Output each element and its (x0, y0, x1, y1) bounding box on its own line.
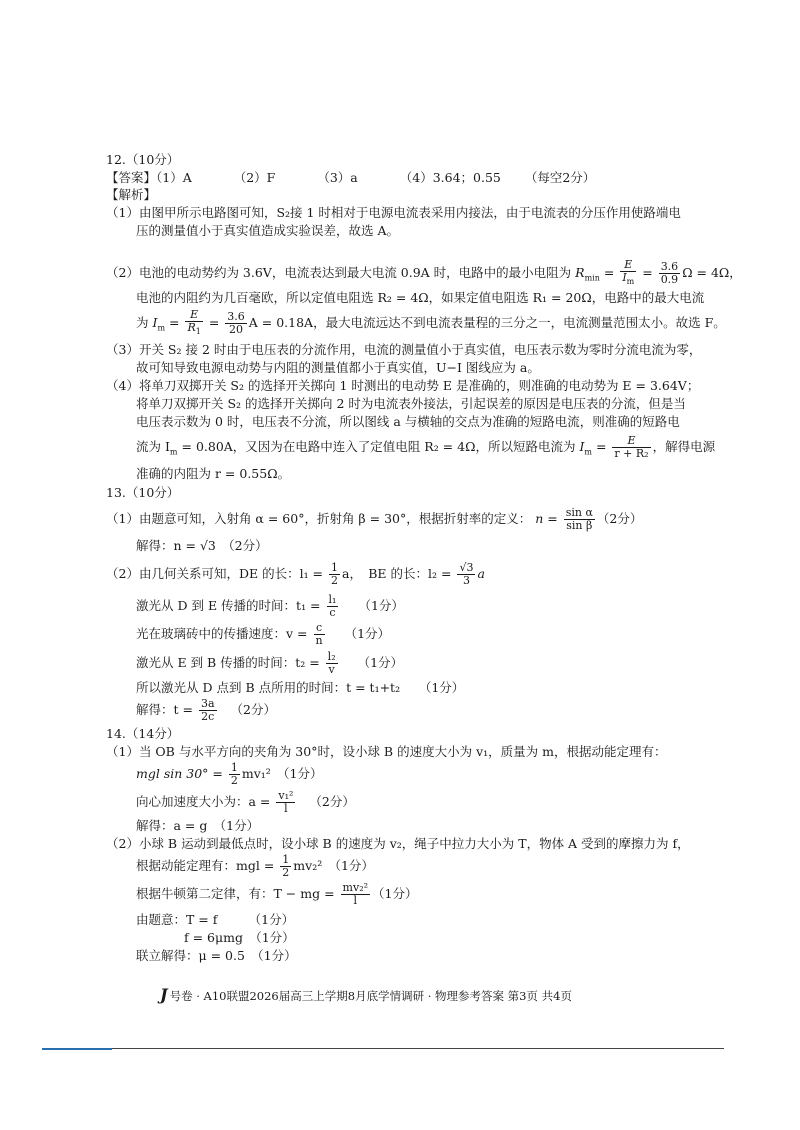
sub: m (626, 277, 635, 287)
fraction (612, 435, 650, 460)
q12-p4-line2: 将单刀双掷开关 S₂ 的选择开关掷向 2 时为电流表外接法，引起误差的原因是电压表的分流，但是当 (136, 396, 686, 411)
q14-line3 (136, 788, 355, 816)
den: 2 (282, 866, 290, 879)
q12-p4-line1: （4）将单刀双掷开关 S₂ 的选择开关掷向 1 时测出的电动势 E 是准确的，则准确的电动势为 E = 3.64V； (106, 378, 700, 393)
answer-4: （4）3.64；0.55 (399, 170, 501, 185)
q13-line2: 解得：n = √3 （2分） (136, 538, 268, 553)
symbol: n = (535, 511, 558, 526)
num: sin α (565, 506, 593, 519)
den: sin β (566, 519, 593, 532)
den: v (328, 663, 335, 676)
score: （1分） (372, 886, 418, 901)
fraction (229, 762, 240, 787)
equation: mgl sin 30° = (136, 766, 223, 781)
text: 解得：t = (136, 702, 193, 717)
text: a， BE 的长：l₂ = (342, 566, 452, 581)
den: 20 (229, 323, 244, 336)
den: l (284, 802, 288, 815)
text: ，解得电源 (652, 439, 716, 454)
q12-p3-line1: （3）开关 S₂ 接 2 时由于电压表的分流作用，电流的测量值小于真实值，电压表示数为零时分流电流为零， (106, 342, 702, 357)
q14-line8: 由题意：T = f （1分） (136, 912, 295, 927)
fraction (314, 622, 325, 647)
q14-line1: （1）当 OB 与水平方向的夹角为 30°时，设小球 B 的速度大小为 v₁，质量为 m，根据动能定理有： (106, 744, 667, 759)
num: 3.6 (660, 260, 679, 273)
sub: m (169, 447, 178, 457)
q13-line5 (136, 620, 390, 648)
text: mv₁² （1分） (241, 766, 323, 781)
score: （1分） (358, 598, 404, 613)
den: 3 (462, 574, 470, 587)
text: 流为 I (136, 439, 170, 454)
num: mv₂² (342, 881, 369, 894)
num: E (190, 307, 199, 321)
footer-text: 号卷 · A10联盟2026届高三上学期8月底学情调研 · 物理参考答案 第3页 共4页 (169, 989, 572, 1003)
text: mv₂² （1分） (293, 858, 374, 873)
q14-line7 (136, 880, 417, 908)
text: （1）由题意可知，入射角 α = 60°，折射角 β = 30°，根据折射率的定义： (106, 511, 532, 526)
q12-answer-line (106, 170, 595, 186)
answer-2: （2）F (233, 170, 276, 185)
num: 3a (200, 697, 215, 710)
fraction (457, 562, 475, 587)
brand-logo: J (160, 985, 168, 1004)
num: √3 (459, 561, 474, 574)
fraction (280, 854, 291, 879)
score: （1分） (357, 655, 404, 670)
q12-p2-line1: （2）电池的电动势约为 3.6V，电流表达到最大电流 0.9A 时，电路中的最小电阻为 $R_{min}$ = $\frac{E}{I_m}$ = $\frac{3.6}{0.9}$ Ω = 4Ω， (106, 257, 742, 287)
text: 激光从 D 到 E 传播的时间：t₁ = (136, 598, 321, 613)
num: l₁ (328, 593, 337, 606)
text: A = 0.18A，最大电流远达不到电流表量程的三分之一，电流测量范围太小。故选 F。 (248, 315, 726, 330)
q13-header: 13.（10分） (106, 485, 180, 500)
den: 2 (331, 574, 339, 587)
symbol: R (575, 265, 585, 280)
q13-line4 (136, 592, 404, 620)
den: c (329, 606, 336, 619)
q13-line3 (106, 560, 485, 588)
fraction (329, 562, 340, 587)
score: （1分） (344, 626, 391, 641)
num: l₂ (327, 650, 336, 663)
text: 光在玻璃砖中的传播速度：v = (136, 626, 308, 641)
q12-p4-line5: 准确的内阻为 r = 0.55Ω。 (136, 466, 291, 481)
q14-line10: 联立解得：μ = 0.5 （1分） (136, 948, 297, 963)
fraction (326, 651, 338, 676)
fraction (225, 311, 247, 336)
fraction (327, 594, 339, 619)
num: 1 (331, 561, 339, 574)
sub: min (584, 273, 600, 283)
score: （2分） (230, 702, 276, 717)
answer-3: （3）a (317, 170, 358, 185)
q12-p4-line3: 电压表示数为 0 时，电压表不分流，所以图线 a 与横轴的交点为准确的短路电流，则准确的短路电 (136, 414, 680, 429)
num: 1 (230, 761, 238, 774)
sub: 1 (195, 327, 201, 337)
q13-line1 (106, 505, 642, 533)
q12-p2-line2: 电池的内阻约为几百毫欧，所以定值电阻选 R₂ = 4Ω，如果定值电阻选 R₁ = 20Ω，电路中的最大电流 (136, 290, 705, 305)
fraction (564, 507, 595, 532)
fraction (341, 882, 370, 907)
q14-line6 (136, 852, 374, 880)
answer-1: （1）A (156, 170, 192, 185)
text: 根据牛顿第二定律，有：T − mg = (136, 886, 335, 901)
num: 1 (282, 853, 290, 866)
fraction (620, 259, 636, 288)
sub: m (584, 447, 592, 457)
den: n (315, 634, 323, 647)
text: 根据动能定理有：mgl = (136, 858, 275, 873)
fraction (659, 261, 681, 286)
fraction (276, 790, 295, 815)
q14-line4: 解得：a = g （1分） (136, 818, 260, 833)
bottom-divider (42, 1048, 724, 1049)
num: 3.6 (227, 310, 245, 323)
den: 0.9 (660, 273, 679, 286)
q12-header: 12.（10分） (106, 152, 180, 167)
den: r + R₂ (614, 447, 649, 460)
page-footer (160, 985, 572, 1004)
q12-p1-line2: 压的测量值小于真实值造成实验误差，故选 A。 (136, 223, 400, 238)
den: 2 (230, 774, 238, 787)
symbol: a (477, 566, 485, 581)
answer-label: 【答案】 (106, 170, 157, 185)
score: （2分） (309, 794, 355, 809)
q12-p4-line4: 流为 $I_m = 0.80A$，又因为在电路中连入了定值电阻 R₂ = 4Ω，所以短路电流为 $I_m$ = $\frac{E}{\text{r + R₂}}$ ，解得电源 (136, 434, 716, 460)
answer-score: （每空2分） (524, 170, 596, 185)
text: （2）电池的电动势约为 3.6V，电流表达到最大电流 0.9A 时，电路中的最小电阻为 (106, 265, 572, 280)
analysis-label: 【解析】 (106, 187, 157, 202)
q14-line9: f = 6μmg （1分） (184, 930, 295, 945)
q12-p1-line1: （1）由图甲所示电路图可知，S₂接 1 时相对于电源电流表采用内接法，由于电流表的分压作用使路端电 (106, 205, 681, 220)
den: I (622, 270, 627, 284)
q14-line2 (136, 760, 323, 788)
text: Ω = 4Ω， (682, 265, 742, 280)
fraction (199, 698, 217, 723)
num: E (624, 257, 633, 271)
q12-p2-line3: 为 $I_m$ = $\frac{E}{R_1}$ = $\frac{3.6}{20}$ A = 0.18A，最大电流远达不到电流表量程的三分之一，电流测量范围太小。故选 F。 (136, 307, 726, 337)
den: 2c (201, 710, 215, 723)
num: E (627, 434, 636, 447)
q13-line7: 所以激光从 D 点到 B 点所用的时间：t = t₁+t₂ （1分） (136, 680, 465, 695)
score: （2分） (596, 511, 643, 526)
q14-line5: （2）小球 B 运动到最低点时，设小球 B 的速度为 v₂，绳子中拉力大小为 T，物体 A 受到的摩擦力为 f， (106, 836, 690, 851)
num: c (314, 622, 325, 635)
den: R (187, 320, 196, 334)
text: 向心加速度大小为：a = (136, 794, 271, 809)
num: v₁² (278, 789, 294, 802)
symbol: I (152, 315, 158, 330)
bottom-divider-accent (42, 1048, 112, 1050)
text: 激光从 E 到 B 传播的时间：t₂ = (136, 655, 320, 670)
sub: m (157, 323, 166, 333)
q12-p3-line2: 故可知导致电源电动势与内阻的测量值都小于真实值，U−I 图线应为 a。 (136, 360, 540, 375)
q14-header: 14.（14分） (106, 726, 180, 741)
text: （2）由几何关系可知，DE 的长：l₁ = (106, 566, 324, 581)
q13-line6 (136, 649, 403, 677)
den: l (353, 894, 358, 907)
q13-line8 (136, 696, 276, 724)
fraction (185, 309, 202, 338)
text: 为 (136, 315, 149, 330)
text: = 0.80A，又因为在电路中连入了定值电阻 R₂ = 4Ω，所以短路电流为 (181, 439, 576, 454)
